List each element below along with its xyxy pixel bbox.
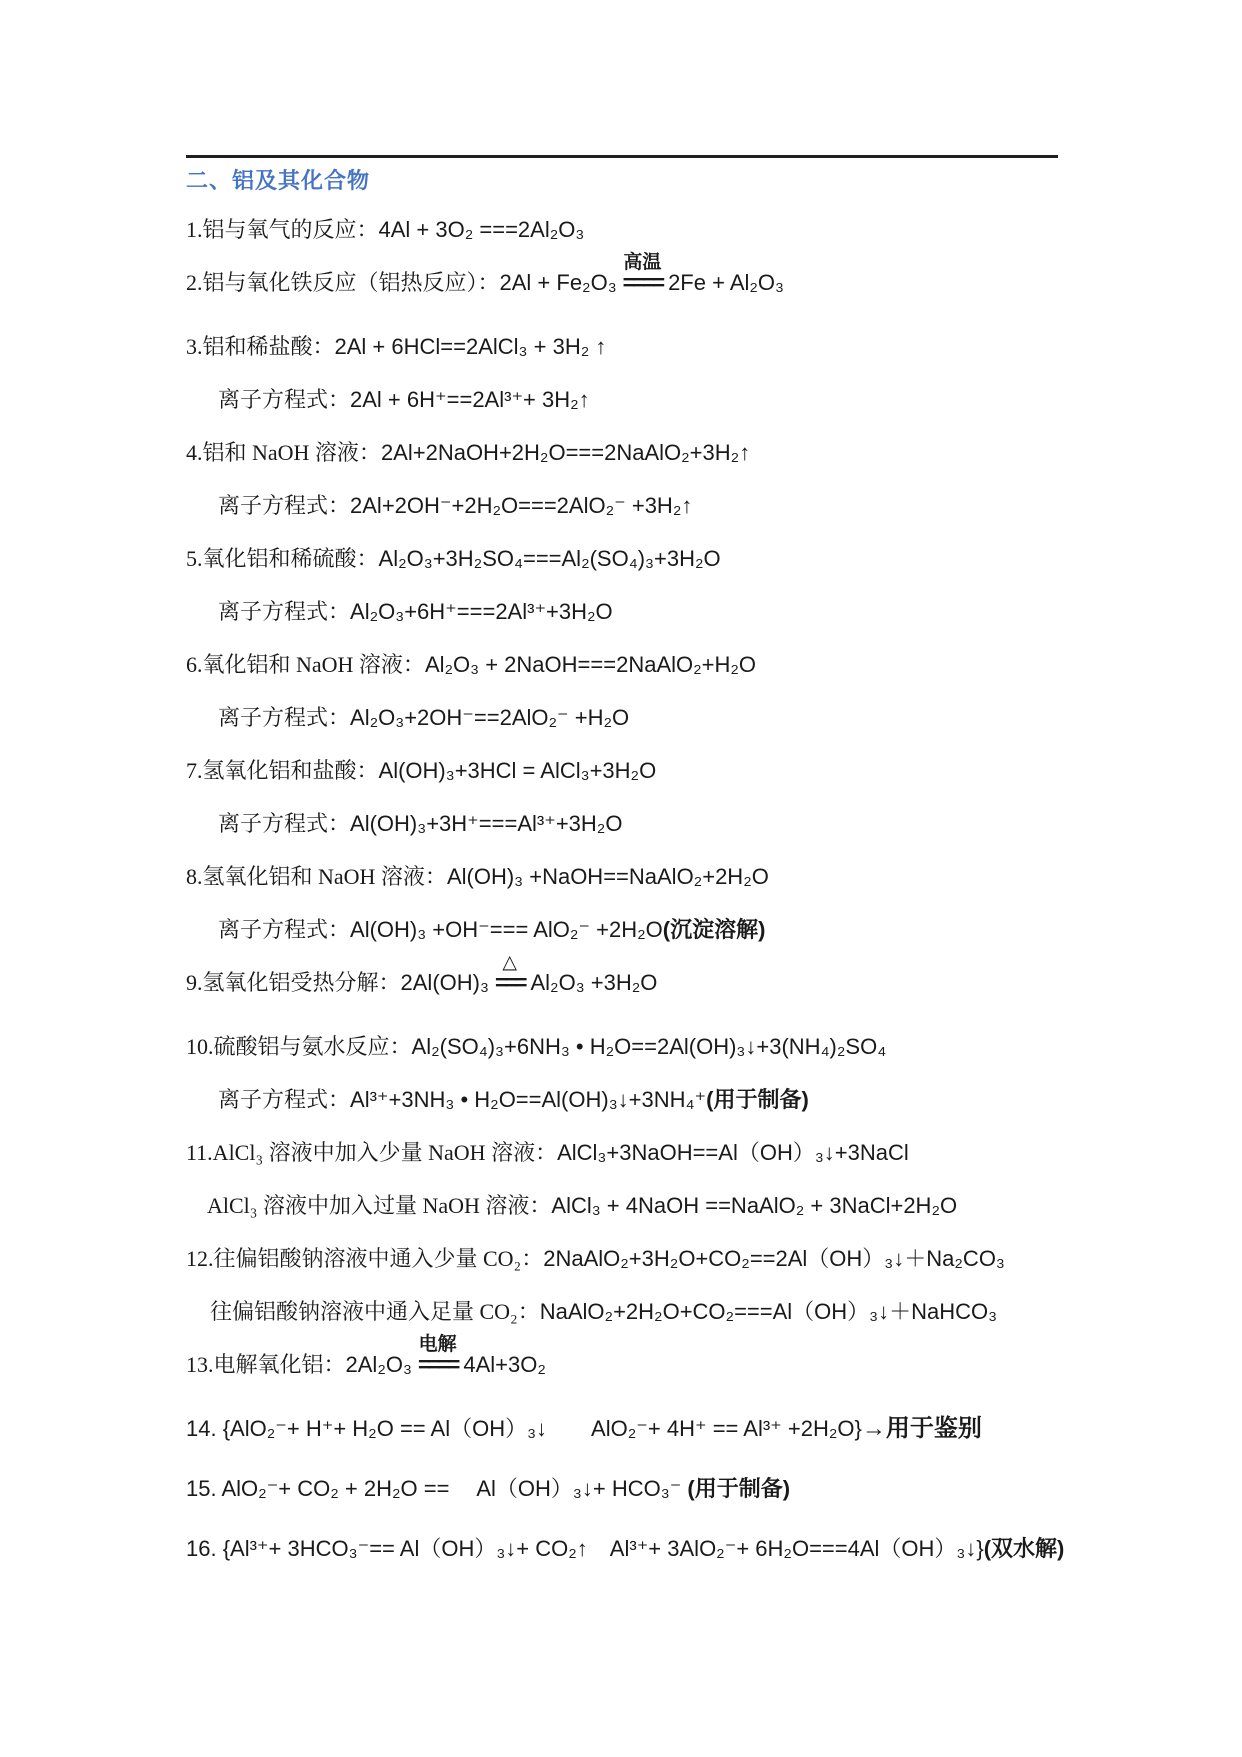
row-formula: AlCl₃+3NaOH==Al（OH）₃↓+3NaCl [557, 1140, 909, 1165]
row-label: 离子方程式： [218, 493, 351, 518]
row-label: 离子方程式： [218, 1087, 351, 1112]
equals-sign: ==== [622, 270, 663, 295]
row-formula: 2Al₂O₃ [345, 1352, 412, 1377]
row-formula: Al₂O₃+3H₂SO₄===Al₂(SO₄)₃+3H₂O [378, 546, 721, 571]
row-formula: 2Al(OH)₃ [400, 970, 489, 995]
row-formula: 2Al + 6HCl==2AlCl₃ + 3H₂ ↑ [334, 334, 607, 359]
row-label: 离子方程式： [218, 705, 351, 730]
row-formula: Al(OH)₃+3HCl = AlCl₃+3H₂O [378, 758, 657, 783]
ion-equation-row [186, 808, 1116, 840]
equals-sign: ==== [417, 1352, 458, 1377]
equation-row [186, 649, 1116, 681]
reaction-condition [417, 1333, 458, 1381]
reaction-condition [622, 251, 663, 299]
row-label: 离子方程式： [218, 599, 351, 624]
row-formula: 2Al + Fe₂O₃ [499, 270, 617, 295]
row-label: 10.硫酸铝与氨水反应： [186, 1034, 412, 1059]
top-divider-line [186, 155, 1058, 158]
row-formula: Al₂(SO₄)₃+6NH₃ • H₂O==2Al(OH)₃↓+3(NH₄)₂SO₄ [411, 1034, 887, 1059]
equation-list [186, 214, 1116, 1586]
equation-row [186, 251, 1116, 299]
equals-sign: === [494, 970, 525, 995]
equation-row [186, 861, 1116, 893]
row-label: 3.铝和稀盐酸： [186, 334, 335, 359]
row-formula: Al₂O₃ + 2NaOH===2NaAlO₂+H₂O [424, 652, 757, 677]
row-label: 往偏铝酸钠溶液中通入足量 CO₂： [210, 1299, 540, 1324]
equation-row [186, 1296, 1116, 1328]
row-formula: 4Al+3O₂ [463, 1352, 546, 1377]
equation-row [186, 1137, 1116, 1169]
row-formula: 14. {AlO₂⁻+ H⁺+ H₂O == Al（OH）₃↓ AlO₂⁻+ 4H⁺ == Al³⁺ +2H₂O} [186, 1416, 862, 1441]
row-label: 11.AlCl₃ 溶液中加入少量 NaOH 溶液： [186, 1140, 558, 1165]
row-formula: 2Al + 6H⁺==2Al³⁺+ 3H₂↑ [350, 387, 590, 412]
row-formula: 2Al+2OH⁻+2H₂O===2AlO₂⁻ +3H₂↑ [350, 493, 693, 518]
equation-row [186, 951, 1116, 999]
row-formula: NaAlO₂+2H₂O+CO₂===Al（OH）₃↓＋NaHCO₃ [539, 1299, 998, 1324]
row-label: 6.氧化铝和 NaOH 溶液： [186, 652, 425, 677]
row-formula: 15. AlO₂⁻+ CO₂ + 2H₂O == Al（OH）₃↓+ HCO₃⁻ [186, 1476, 688, 1501]
row-label: 12.往偏铝酸钠溶液中通入少量 CO₂： [186, 1246, 544, 1271]
ion-equation-row [186, 384, 1116, 416]
row-formula: 2Fe + Al₂O₃ [668, 270, 785, 295]
ion-equation-row [186, 914, 1116, 946]
row-note: (用于制备) [687, 1476, 791, 1501]
row-formula: Al(OH)₃+3H⁺===Al³⁺+3H₂O [350, 811, 623, 836]
ion-equation-row [186, 596, 1116, 628]
row-label: 5.氧化铝和稀硫酸： [186, 546, 379, 571]
row-formula: AlCl₃ + 4NaOH ==NaAlO₂ + 3NaCl+2H₂O [551, 1193, 958, 1218]
reaction-condition [494, 951, 525, 999]
row-formula: 2Al+2NaOH+2H₂O===2NaAlO₂+3H₂↑ [380, 440, 751, 465]
row-formula: Al(OH)₃ +NaOH==NaAlO₂+2H₂O [446, 864, 769, 889]
equation-row [186, 1031, 1116, 1063]
row-label: 离子方程式： [218, 387, 351, 412]
row-formula: Al(OH)₃ +OH⁻=== AlO₂⁻ +2H₂O [350, 917, 663, 942]
row-label: 8.氢氧化铝和 NaOH 溶液： [186, 864, 447, 889]
equation-row [186, 331, 1116, 363]
row-formula: Al₂O₃+2OH⁻==2AlO₂⁻ +H₂O [350, 705, 630, 730]
row-label: 离子方程式： [218, 811, 351, 836]
equation-row [186, 1533, 1116, 1565]
row-formula: Al³⁺+3NH₃ • H₂O==Al(OH)₃↓+3NH₄⁺ [350, 1087, 707, 1112]
row-note: (双水解) [983, 1536, 1065, 1561]
row-formula: 2NaAlO₂+3H₂O+CO₂==2Al（OH）₃↓＋Na₂CO₃ [543, 1246, 1005, 1271]
equation-row [186, 1190, 1116, 1222]
row-label: 离子方程式： [218, 917, 351, 942]
row-label: 9.氢氧化铝受热分解： [186, 970, 401, 995]
row-formula: Al₂O₃ +3H₂O [530, 970, 658, 995]
ion-equation-row [186, 490, 1116, 522]
equation-row [186, 1243, 1116, 1275]
equation-row [186, 1333, 1116, 1381]
equation-row [186, 755, 1116, 787]
row-label: 7.氢氧化铝和盐酸： [186, 758, 379, 783]
row-note: (沉淀溶解) [662, 917, 766, 942]
row-label: 4.铝和 NaOH 溶液： [186, 440, 381, 465]
condition-label: 电解 [418, 1333, 457, 1355]
equation-row [186, 214, 1116, 246]
equation-row [186, 543, 1116, 575]
row-formula: 4Al + 3O₂ ===2Al₂O₃ [378, 217, 585, 242]
equation-row [186, 437, 1116, 469]
row-note: (用于制备) [706, 1087, 809, 1112]
row-label: 13.电解氧化铝： [186, 1352, 346, 1377]
ion-equation-row [186, 1084, 1116, 1116]
ion-equation-row [186, 702, 1116, 734]
condition-label: △ [502, 951, 518, 973]
row-note: →用于鉴别 [861, 1415, 982, 1442]
section-heading: 二、铝及其化合物 [186, 168, 371, 193]
row-label: AlCl₃ 溶液中加入过量 NaOH 溶液： [207, 1193, 552, 1218]
row-label: 1.铝与氧气的反应： [186, 217, 379, 242]
row-formula: 16. {Al³⁺+ 3HCO₃⁻== Al（OH）₃↓+ CO₂↑ Al³⁺+ 3AlO₂⁻+ 6H₂O===4Al（OH）₃↓} [186, 1536, 984, 1561]
equation-row [186, 1473, 1116, 1505]
equation-row [186, 1413, 1116, 1445]
row-label: 2.铝与氧化铁反应（铝热反应）： [186, 270, 500, 295]
row-formula: Al₂O₃+6H⁺===2Al³⁺+3H₂O [350, 599, 613, 624]
condition-label: 高温 [623, 251, 662, 273]
